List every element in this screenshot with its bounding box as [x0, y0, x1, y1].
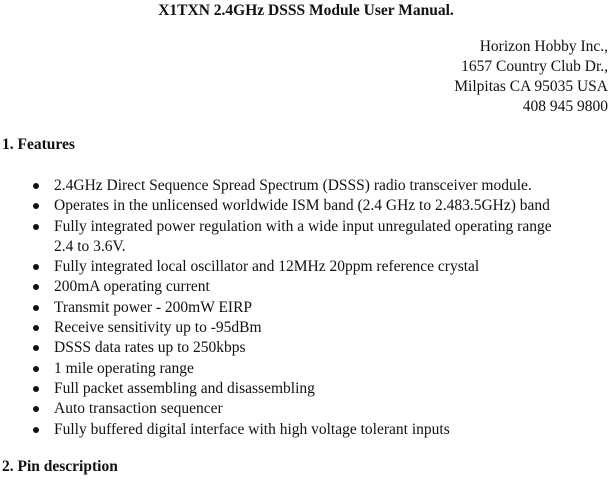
list-item: [0, 277, 612, 297]
bullet-icon: [33, 345, 39, 351]
bullet-icon: [33, 183, 39, 189]
feature-text: Fully integrated local oscillator and 12MHz 20ppm reference crystal: [54, 258, 480, 276]
feature-text: Auto transaction sequencer: [54, 400, 223, 418]
bullet-icon: [33, 366, 39, 372]
list-item: [0, 298, 612, 318]
list-item: [0, 399, 612, 419]
list-item: [0, 359, 612, 379]
list-item: [0, 217, 612, 258]
address-line-company: Horizon Hobby Inc.,: [479, 38, 608, 55]
feature-text: Operates in the unlicensed worldwide ISM band (2.4 GHz to 2.483.5GHz) band: [54, 197, 550, 215]
list-item: [0, 318, 612, 338]
address-line-city: Milpitas CA 95035 USA: [454, 78, 608, 95]
bullet-icon: [33, 203, 39, 209]
features-list: [0, 176, 612, 440]
feature-text: 1 mile operating range: [54, 359, 194, 377]
company-address: [454, 37, 608, 117]
list-item: [0, 257, 612, 277]
list-item: [0, 176, 612, 196]
bullet-icon: [33, 427, 39, 433]
feature-text: DSSS data rates up to 250kbps: [54, 339, 246, 357]
features-heading: 1. Features: [2, 136, 75, 153]
list-item: [0, 338, 612, 358]
feature-text: 200mA operating current: [54, 278, 210, 296]
bullet-icon: [33, 224, 39, 230]
pin-description-heading: 2. Pin description: [2, 458, 118, 475]
feature-text: Fully buffered digital interface with high voltage tolerant inputs: [54, 420, 450, 438]
bullet-icon: [33, 406, 39, 412]
list-item: [0, 379, 612, 399]
feature-text: Receive sensitivity up to -95dBm: [54, 319, 262, 337]
address-line-street: 1657 Country Club Dr.,: [461, 58, 608, 75]
bullet-icon: [33, 386, 39, 392]
feature-text: Full packet assembling and disassembling: [54, 379, 315, 397]
bullet-icon: [33, 284, 39, 290]
feature-text: Fully integrated power regulation with a wide input unregulated operating range 2.4 to 3.6V.: [54, 217, 552, 255]
address-line-phone: 408 945 9800: [522, 98, 608, 115]
list-item: [0, 420, 612, 440]
feature-text: Transmit power - 200mW EIRP: [54, 298, 253, 316]
list-item: [0, 196, 612, 216]
feature-text: 2.4GHz Direct Sequence Spread Spectrum (DSSS) radio transceiver module.: [54, 177, 532, 194]
bullet-icon: [33, 305, 39, 311]
bullet-icon: [33, 264, 39, 270]
document-title: X1TXN 2.4GHz DSSS Module User Manual.: [158, 2, 454, 19]
bullet-icon: [33, 325, 39, 331]
